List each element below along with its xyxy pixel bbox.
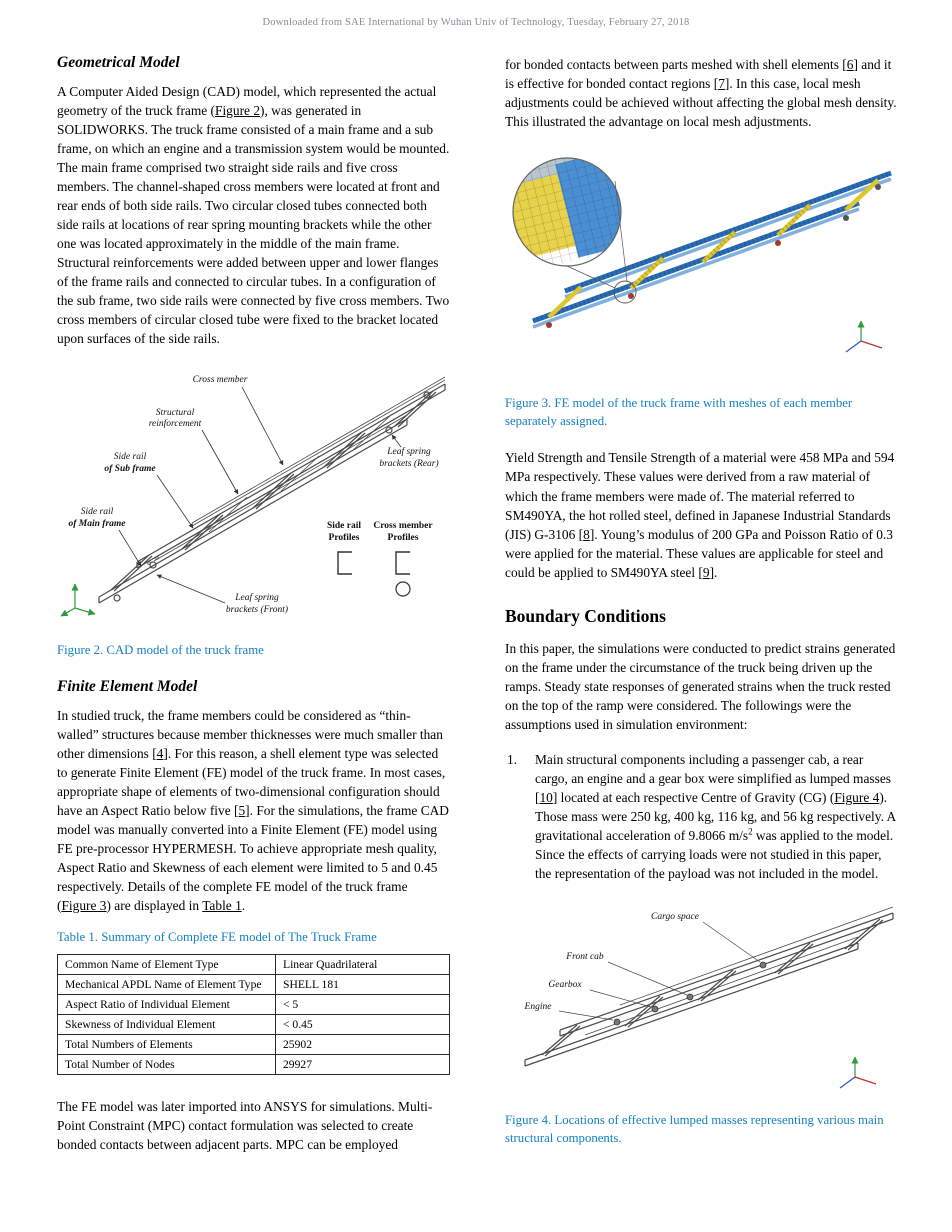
coordinate-axis-icon — [61, 584, 95, 616]
figure-label-cross-member: Cross member — [192, 375, 248, 386]
paragraph-boundary-intro: In this paper, the simulations were conducted to predict strains generated on the frame under the circumstance of the truck being driven up the ramps. Steady state responses of generated strains when the truck rested on the top of the ramp were considered. The followings were the assumptions used in simulation environment: — [505, 640, 896, 732]
svg-text:brackets (Front): brackets (Front) — [225, 605, 289, 616]
paragraph-bonded-contacts: for bonded contacts between parts meshed with shell elements [6] and it is effective for bonded contact regions [7]. In this case, local mesh adjustments could be achieved without affecting the global mesh density. This illustrated the advantage on local mesh adjustments. — [505, 57, 897, 130]
assumption-item-1 — [505, 750, 898, 883]
download-notice: Downloaded from SAE International by Wuhan Univ of Technology, Tuesday, February 27, 2018 — [262, 17, 690, 28]
table-row: Common Name of Element Type Linear Quadrilateral — [58, 955, 450, 975]
figure-2-caption: Figure 2. CAD model of the truck frame — [57, 643, 264, 658]
ref-link[interactable]: Figure 3 — [61, 897, 107, 913]
paragraph-geometrical-model: A Computer Aided Design (CAD) model, which represented the actual geometry of the truck frame (Figure 2), was generated in SOLIDWORKS. The truck frame consisted of a main frame and a sub frame, on which an engine and a transmission system would be mounted. The main frame comprised two straight side rails and five cross members. The channel-shaped cross members were located at front and rear ends of both side rails. Two circular closed tubes connected both side rails at locations of rear spring mounting brackets while the other one was located approximately in the middle of the main frame. Structural reinforcements were added between upper and lower flanges of the frame rails and connected to circular tubes. In a configuration of the sub frame, two side rails were connected by five cross members. Two cross members of circular closed tube were fixed to the bracket located upon surfaces of the side rails. — [57, 84, 450, 347]
zoom-detail-circle — [505, 145, 641, 303]
bracket-marker — [875, 184, 881, 190]
list-number: 1. — [507, 751, 518, 767]
cg-marker-front-cab — [687, 994, 693, 1000]
cross-member-profile-channel-shape — [396, 552, 410, 574]
figure-label-side-rail-sub-frame: Side rail — [113, 452, 147, 463]
side-rail-profiles-heading: Side rail — [326, 521, 362, 532]
ref-link[interactable]: 10 — [539, 789, 553, 805]
ref-link[interactable]: 8 — [583, 526, 590, 542]
table-1 — [57, 954, 450, 1075]
svg-text:brackets (Rear): brackets (Rear) — [379, 459, 439, 470]
figure-4-image — [505, 897, 898, 1097]
figure-3-image — [505, 145, 898, 380]
right-column — [505, 48, 898, 1165]
svg-text:reinforcement: reinforcement — [148, 419, 202, 430]
paragraph-finite-element-model: In studied truck, the frame members could be considered as “thin-walled” structures because member thicknesses were much smaller than other dimensions [4]. For this reason, a shell element type was selected to generate Finite Element (FE) model of the truck frame. In most cases, appropriate shape of elements of two-dimensional configuration should have an Aspect Ratio below five [5]. For the simulations, the frame CAD model was manually converted into a Finite Element (FE) model using FE pre-processor HYPERMESH. To achieve appropriate mesh quality, Aspect Ratio and Skewness of each element were limited to 5 and 0.45 respectively. Details of the complete FE model of the truck frame (Figure 3) are displayed in Table 1. — [57, 707, 449, 913]
figure-label-side-rail-main-frame: Side rail — [80, 507, 114, 518]
figure-label-engine: Engine — [524, 1002, 552, 1013]
svg-text:Profiles: Profiles — [328, 533, 360, 544]
svg-text:of Main frame: of Main frame — [68, 519, 126, 530]
paragraph-mpc: The FE model was later imported into ANSYS for simulations. Multi-Point Constraint (MPC) contact formulation was selected to create bonded contacts between adjacent parts. MPC can be employed — [57, 1099, 433, 1153]
figure-2 — [57, 362, 450, 632]
ref-link[interactable]: 4 — [156, 745, 164, 761]
table-row: Skewness of Individual Element < 0.45 — [58, 1015, 450, 1035]
cross-member-profile-tube-shape — [396, 582, 410, 596]
coordinate-axis-icon — [846, 321, 882, 352]
cross-member-profiles-heading: Cross member — [373, 521, 433, 532]
bracket-marker — [775, 240, 781, 246]
table-row: Mechanical APDL Name of Element Type SHELL 181 — [58, 975, 450, 995]
figure-label-leaf-spring-rear: Leaf spring — [387, 447, 431, 458]
figure-4-caption: Figure 4. Locations of effective lumped masses representing various main structural components. — [505, 1113, 884, 1146]
svg-text:of Sub frame: of Sub frame — [104, 464, 156, 475]
ref-link[interactable]: 6 — [846, 57, 854, 72]
paragraph-material: Yield Strength and Tensile Strength of a material were 458 MPa and 594 MPa respectively. These values were derived from a raw material of which the frame members were made of. The material referred to SM490YA, the hot rolled steel, defined in Japanese Industrial Standards (JIS) G-3106 [8]. Young’s modulus of 200 GPa and Poisson Ratio of 0.3 were applied for the material. These values are applicable for steel and could be applied to SM490YA steel [9]. — [505, 450, 895, 580]
figure-3 — [505, 145, 898, 385]
ref-link[interactable]: Figure 2 — [215, 103, 261, 119]
cg-marker-cargo — [760, 962, 766, 968]
bracket-marker — [546, 322, 552, 328]
ref-link[interactable]: 5 — [238, 802, 246, 818]
coordinate-axis-icon — [840, 1057, 876, 1088]
bracket-marker — [843, 215, 849, 221]
bracket-marker — [628, 293, 634, 299]
left-column — [57, 48, 450, 1167]
figure-4 — [505, 897, 898, 1102]
section-heading-boundary-conditions: Boundary Conditions — [505, 605, 666, 626]
section-heading-geometrical-model: Geometrical Model — [57, 54, 180, 71]
svg-text:Profiles: Profiles — [387, 533, 419, 544]
figure-label-front-cab: Front cab — [566, 952, 604, 963]
ref-link[interactable]: 9 — [702, 564, 710, 580]
section-heading-finite-element-model: Finite Element Model — [57, 677, 198, 695]
figure-label-gearbox: Gearbox — [548, 980, 582, 991]
table-row: Total Numbers of Elements 25902 — [58, 1035, 450, 1055]
cg-marker-gearbox — [652, 1006, 658, 1012]
figure-label-cargo-space: Cargo space — [651, 912, 699, 923]
ref-link[interactable]: 7 — [718, 76, 725, 92]
ref-link[interactable]: Figure 4 — [834, 789, 880, 805]
table-row: Aspect Ratio of Individual Element < 5 — [58, 995, 450, 1015]
truck-frame-cad-drawing — [99, 377, 445, 603]
assumption-text: Main structural components including a passenger cab, a rear cargo, an engine and a gear box were simplified as lumped masses [10] located at each respective Centre of Gravity (CG) (Figure 4). Those mass were 250 kg, 400 kg, 116 kg, and 56 kg respectively. A gravitational acceleration of 9.8066 $m/s^2$ was applied to the model. Since the effects of carrying loads were not studied in this paper, the representation of the payload was not included in the model. — [535, 751, 896, 881]
ref-link[interactable]: Table 1 — [202, 897, 242, 913]
figure-label-leaf-spring-front: Leaf spring — [235, 593, 279, 604]
side-rail-profile-shape — [338, 552, 352, 574]
figure-2-image — [57, 362, 450, 627]
figure-3-caption: Figure 3. FE model of the truck frame with meshes of each member separately assigned. — [505, 396, 853, 429]
table-row: Total Number of Nodes 29927 — [58, 1055, 450, 1075]
cg-marker-engine — [614, 1019, 620, 1025]
table-1-caption: Table 1. Summary of Complete FE model of The Truck Frame — [57, 929, 377, 944]
figure-label-structural-reinforcement: Structural — [155, 408, 195, 419]
leaf-spring-bracket-front — [114, 595, 120, 601]
